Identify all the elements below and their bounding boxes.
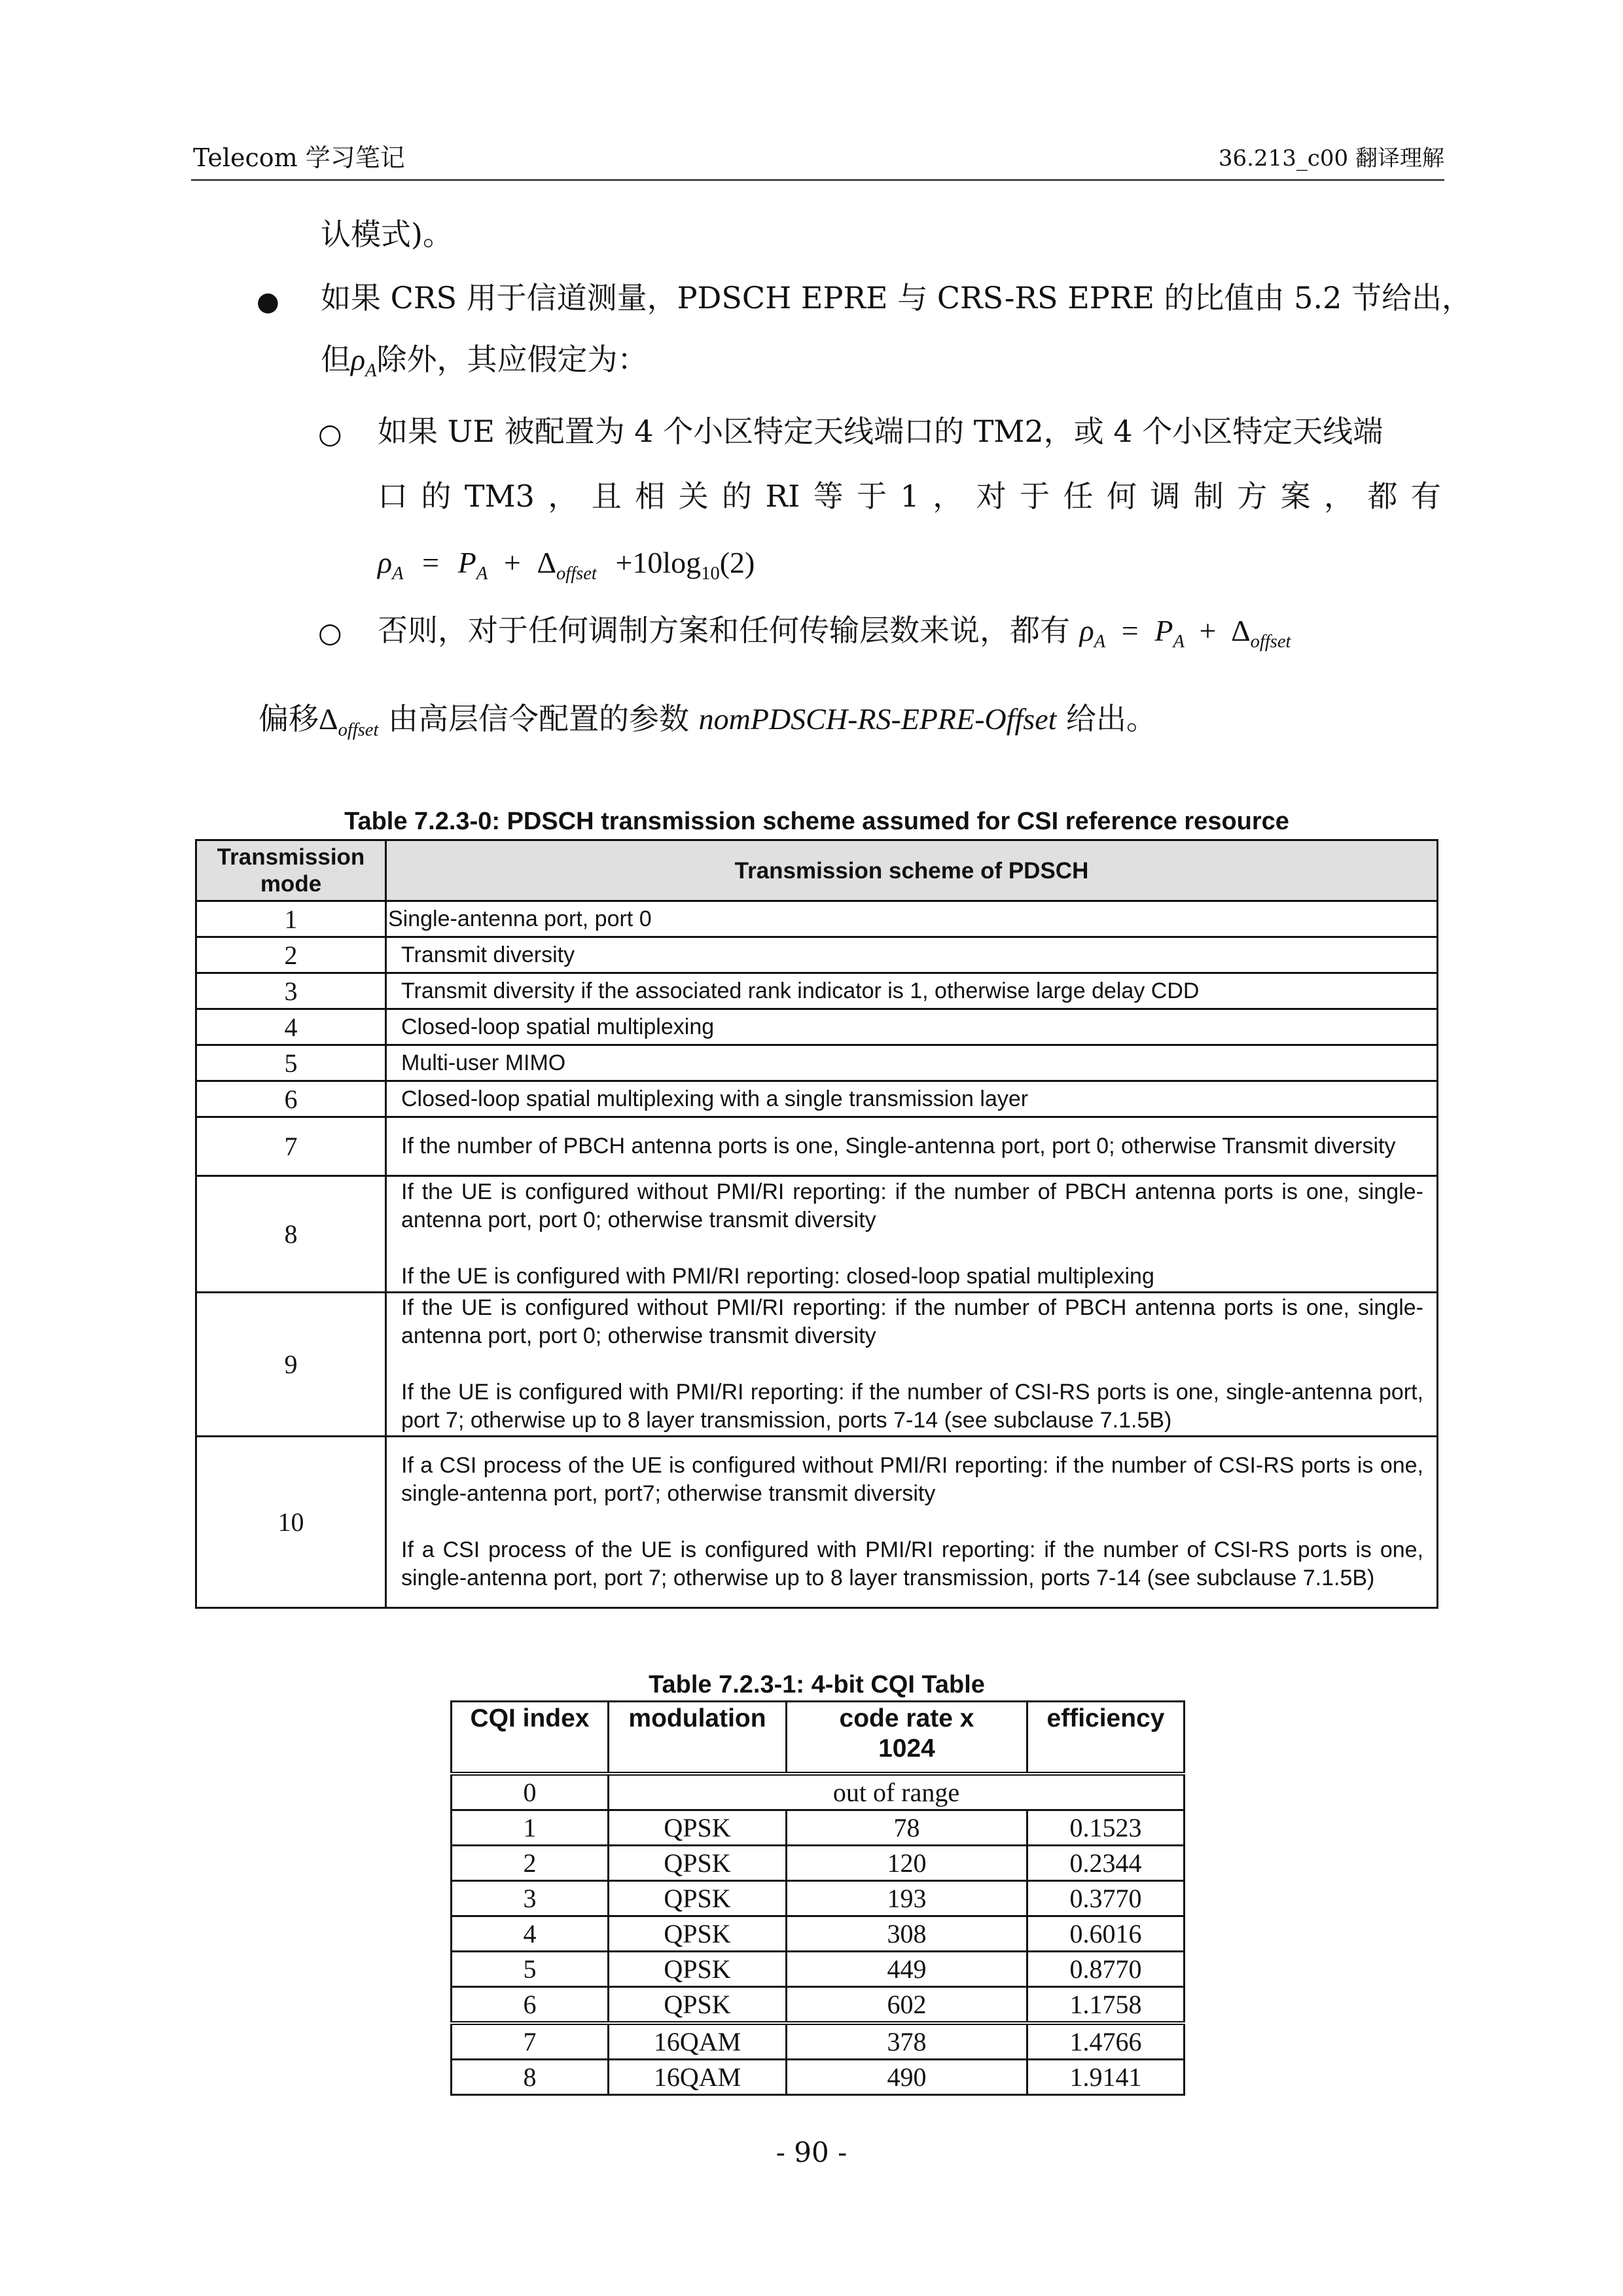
table-row [196,1176,1438,1293]
bullet-marker: ● [257,287,279,317]
modulation-cell: QPSK [609,1810,787,1846]
modulation-cell: QPSK [609,1987,787,2024]
header-efficiency: efficiency [1027,1702,1185,1774]
justified-word: ， [1324,478,1355,514]
justified-word: 于 [857,478,887,514]
rho-a-symbol: $\rho_A$ [351,343,377,381]
justified-word: 案 [1280,478,1311,514]
header-cqi-index: CQI index [452,1702,609,1774]
table-row [196,1081,1438,1117]
efficiency-cell: 0.8770 [1027,1952,1185,1987]
mode-cell: 9 [196,1293,386,1437]
justified-word: TM3 [464,478,535,514]
modulation-cell: QPSK [609,1916,787,1952]
modulation-cell: 16QAM [609,2060,787,2095]
table-row [196,973,1438,1009]
header-transmission-mode: Transmission mode [196,840,386,901]
table-row [452,1952,1185,1987]
mode-cell: 3 [196,973,386,1009]
cqi-index-cell: 4 [452,1916,609,1952]
justified-word: 何 [1106,478,1137,514]
modulation-cell: QPSK [609,1881,787,1916]
justified-word: 的 [722,478,753,514]
code-rate-cell: 78 [787,1810,1027,1846]
transmission-scheme-table [195,839,1438,1609]
table-header-row [196,840,1438,901]
table-row [196,1293,1438,1437]
parameter-name: nomPDSCH-RS-EPRE-Offset [698,702,1057,736]
scheme-cell: Single-antenna port, port 0 [386,901,1438,937]
table-row [452,2023,1185,2060]
modulation-cell: QPSK [609,1846,787,1881]
scheme-cell: Transmit diversity if the associated rank indicator is 1, otherwise large delay CDD [386,973,1438,1009]
code-rate-cell: 193 [787,1881,1027,1916]
scheme-cell: Multi-user MIMO [386,1045,1438,1081]
justified-word: 方 [1237,478,1268,514]
table-row [196,1045,1438,1081]
efficiency-cell: 1.9141 [1027,2060,1185,2095]
justified-word: RI [765,478,800,514]
cqi-index-cell: 1 [452,1810,609,1846]
continuation-line: 认模式)。 [321,217,453,252]
justified-word: 都 [1367,478,1398,514]
header-title: Telecom 学习笔记 [193,143,405,172]
table-row [452,1810,1185,1846]
out-of-range-cell: out of range [609,1774,1185,1810]
scheme-cell: Transmit diversity [386,937,1438,973]
mode-cell: 2 [196,937,386,973]
justified-word: 制 [1193,478,1224,514]
justified-word: 1 [900,478,919,514]
justified-word: 于 [1020,478,1050,514]
table-header-row [452,1702,1185,1774]
header-doc-id: 36.213_c00 翻译理解 [1218,145,1444,171]
sub-bullet-marker: ○ [318,617,342,649]
cqi-index-cell: 0 [452,1774,609,1810]
justified-word: 任 [1063,478,1094,514]
table-row [452,1916,1185,1952]
justified-word: ， [548,478,579,514]
mode-cell: 8 [196,1176,386,1293]
code-rate-cell: 378 [787,2023,1027,2060]
justified-word: 等 [813,478,844,514]
table-row [196,901,1438,937]
justified-word: 的 [421,478,452,514]
scheme-cell: If the number of PBCH antenna ports is one, Single-antenna port, port 0; otherwise Transmit diversity [386,1117,1438,1176]
mode-cell: 6 [196,1081,386,1117]
table-row [452,1987,1185,2024]
table-row [196,1437,1438,1608]
efficiency-cell: 1.1758 [1027,1987,1185,2024]
scheme-cell: If the UE is configured without PMI/RI reporting: if the number of PBCH antenna ports is one, single-antenna port, port 0; otherwise transmit diversity If the UE is configured with PMI/RI reporting: if the number of CSI-RS ports is one, single-antenna port, port 7; otherwise up to 8 layer transmission, ports 7-14 (see subclause 7.1.5B) [386,1293,1438,1437]
cqi-index-cell: 7 [452,2023,609,2060]
code-rate-cell: 449 [787,1952,1027,1987]
header-rule [191,179,1444,181]
formula-rho-tm2-tm3: $\rho_A = P_A + \Delta_{offset} +10\log_{10}(2)$ [378,546,755,584]
efficiency-cell: 0.2344 [1027,1846,1185,1881]
modulation-cell: 16QAM [609,2023,787,2060]
sub1-line2-justified [378,478,1441,514]
table1-caption: Table 7.2.3-0: PDSCH transmission scheme assumed for CSI reference resource [344,808,1289,835]
table-row [452,1881,1185,1916]
offset-description: 偏移$\Delta_{offset}$ 由高层信令配置的参数 nomPDSCH-RS-EPRE-Offset 给出。 [259,701,1157,740]
efficiency-cell: 0.1523 [1027,1810,1185,1846]
scheme-cell: Closed-loop spatial multiplexing [386,1009,1438,1045]
sub2-line: 否则，对于任何调制方案和任何传输层数来说，都有 $\rho_A = P_A + \Delta_{offset}$ [378,613,1291,652]
justified-word: 相 [635,478,666,514]
header-transmission-scheme: Transmission scheme of PDSCH [386,840,1438,901]
cqi-index-cell: 8 [452,2060,609,2095]
efficiency-cell: 1.4766 [1027,2023,1185,2060]
justified-word: 且 [591,478,622,514]
bullet1-line1: 如果 CRS 用于信道测量，PDSCH EPRE 与 CRS-RS EPRE 的比值由 5.2 节给出， [321,280,1472,315]
modulation-cell: QPSK [609,1952,787,1987]
cqi-table [450,1700,1185,2096]
justified-word: 有 [1410,478,1441,514]
efficiency-cell: 0.6016 [1027,1916,1185,1952]
code-rate-cell: 490 [787,2060,1027,2095]
justified-word: 调 [1150,478,1181,514]
mode-cell: 4 [196,1009,386,1045]
table-row [452,1774,1185,1810]
mode-cell: 7 [196,1117,386,1176]
page-number: - 90 - [776,2136,847,2168]
table2-caption: Table 7.2.3-1: 4-bit CQI Table [649,1671,985,1698]
sub1-line1: 如果 UE 被配置为 4 个小区特定天线端口的 TM2，或 4 个小区特定天线端 [378,414,1383,449]
code-rate-cell: 120 [787,1846,1027,1881]
table-row [196,1117,1438,1176]
header-modulation: modulation [609,1702,787,1774]
table-row [196,937,1438,973]
table-row [196,1009,1438,1045]
justified-word: 对 [976,478,1007,514]
justified-word: 口 [378,478,408,514]
justified-word: 关 [678,478,709,514]
cqi-index-cell: 6 [452,1987,609,2024]
bullet1-line2: 但$\rho_A$除外，其应假定为： [321,342,648,381]
sub-bullet-marker: ○ [318,418,342,450]
cqi-index-cell: 5 [452,1952,609,1987]
scheme-cell: If a CSI process of the UE is configured without PMI/RI reporting: if the number of CSI-RS ports is one, single-antenna port, port7; otherwise transmit diversity If a CSI process of the UE is configured with PMI/RI reporting: if the number of CSI-RS ports is one, single-antenna port, port 7; otherwise up to 8 layer transmission, ports 7-14 (see subclause 7.1.5B) [386,1437,1438,1608]
justified-word: ， [933,478,963,514]
header-code-rate: code rate x 1024 [787,1702,1027,1774]
efficiency-cell: 0.3770 [1027,1881,1185,1916]
scheme-cell: If the UE is configured without PMI/RI reporting: if the number of PBCH antenna ports is one, single-antenna port, port 0; otherwise transmit diversity If the UE is configured with PMI/RI reporting: closed-loop spatial multiplexing [386,1176,1438,1293]
scheme-cell: Closed-loop spatial multiplexing with a single transmission layer [386,1081,1438,1117]
cqi-index-cell: 3 [452,1881,609,1916]
cqi-index-cell: 2 [452,1846,609,1881]
mode-cell: 5 [196,1045,386,1081]
table-row [452,1846,1185,1881]
mode-cell: 10 [196,1437,386,1608]
code-rate-cell: 308 [787,1916,1027,1952]
code-rate-cell: 602 [787,1987,1027,2024]
table-row [452,2060,1185,2095]
mode-cell: 1 [196,901,386,937]
